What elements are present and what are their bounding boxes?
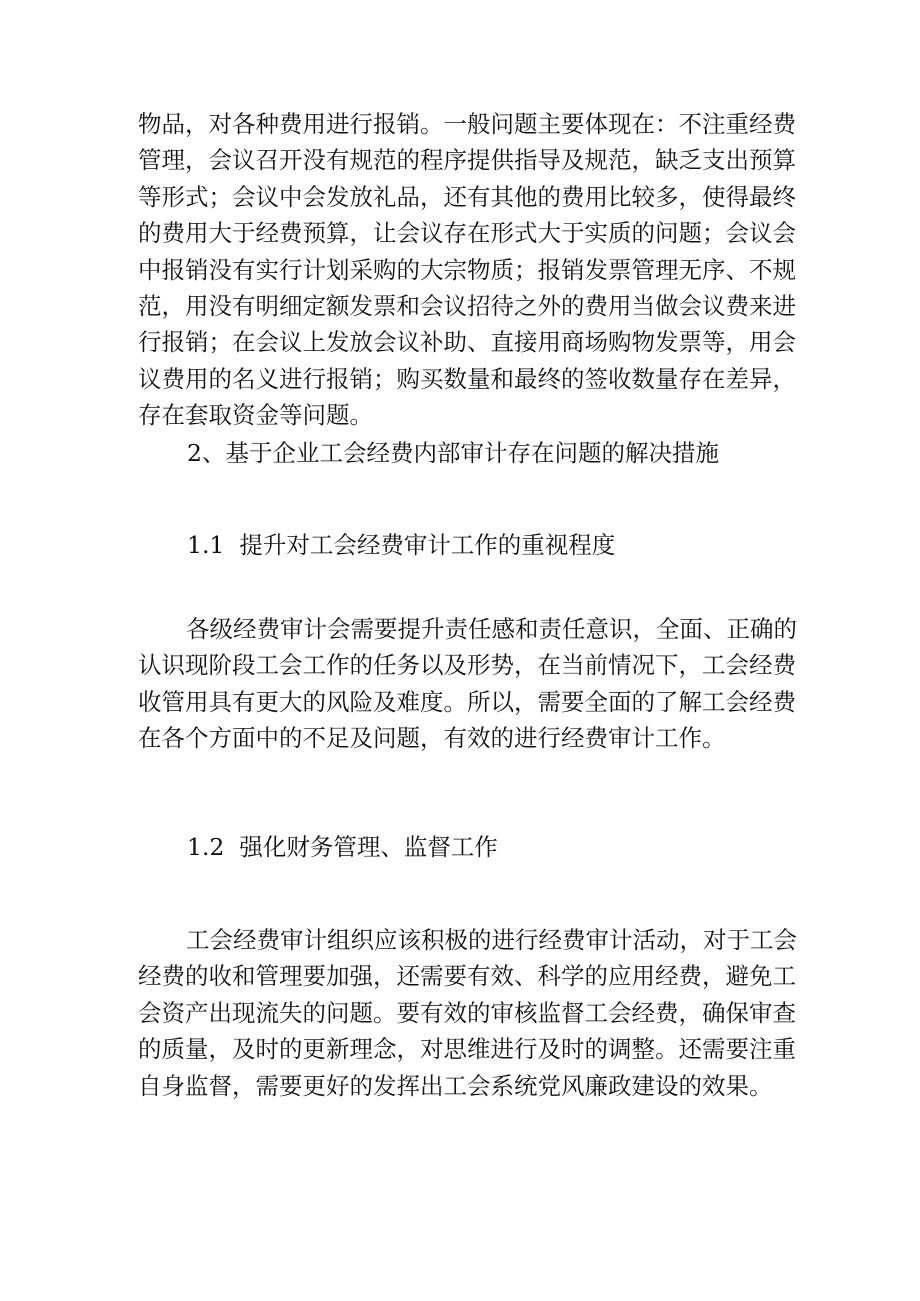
paragraph-line: 会资产出现流失的问题。要有效的审核监督工会经费，确保审查 — [138, 998, 796, 1027]
paragraph-line: 认识现阶段工会工作的任务以及形势，在当前情况下，工会经费 — [138, 651, 796, 680]
paragraph-line: 的费用大于经费预算，让会议存在形式大于实质的问题；会议会 — [138, 219, 796, 248]
subsection-heading-1-2: 1.2 强化财务管理、监督工作 — [187, 833, 498, 861]
paragraph-line: 经费的收和管理要加强，还需要有效、科学的应用经费，避免工 — [138, 962, 796, 991]
paragraph-line: 管理，会议召开没有规范的程序提供指导及规范，缺乏支出预算 — [138, 146, 796, 175]
paragraph-line: 收管用具有更大的风险及难度。所以，需要全面的了解工会经费 — [138, 687, 796, 716]
paragraph-line: 在各个方面中的不足及问题，有效的进行经费审计工作。 — [138, 724, 726, 753]
paragraph-line: 议费用的名义进行报销；购买数量和最终的签收数量存在差异， — [138, 364, 796, 393]
section-heading-2: 2、基于企业工会经费内部审计存在问题的解决措施 — [187, 439, 719, 467]
paragraph-supervision — [138, 922, 795, 1104]
paragraph-line: 中报销没有实行计划采购的大宗物质；报销发票管理无序、不规 — [138, 255, 796, 284]
paragraph-line: 等形式；会议中会发放礼品，还有其他的费用比较多，使得最终 — [138, 182, 796, 211]
paragraph-line: 范，用没有明细定额发票和会议招待之外的费用当做会议费来进 — [138, 291, 796, 320]
paragraph-line: 工会经费审计组织应该积极的进行经费审计活动，对于工会 — [186, 926, 797, 954]
paragraph-line: 存在套取资金等问题。 — [138, 401, 373, 430]
paragraph-importance — [138, 611, 795, 757]
paragraph-line: 的质量，及时的更新理念，对思维进行及时的调整。还需要注重 — [138, 1035, 796, 1064]
paragraph-line: 各级经费审计会需要提升责任感和责任意识，全面、正确的 — [186, 615, 797, 643]
paragraph-line: 自身监督，需要更好的发挥出工会系统党风廉政建设的效果。 — [138, 1071, 773, 1100]
subsection-heading-1-1: 1.1 提升对工会经费审计工作的重视程度 — [187, 531, 616, 559]
paragraph-expense-issues — [138, 106, 795, 434]
paragraph-line: 物品，对各种费用进行报销。一般问题主要体现在：不注重经费 — [138, 110, 796, 138]
paragraph-line: 行报销；在会议上发放会议补助、直接用商场购物发票等，用会 — [138, 328, 796, 357]
